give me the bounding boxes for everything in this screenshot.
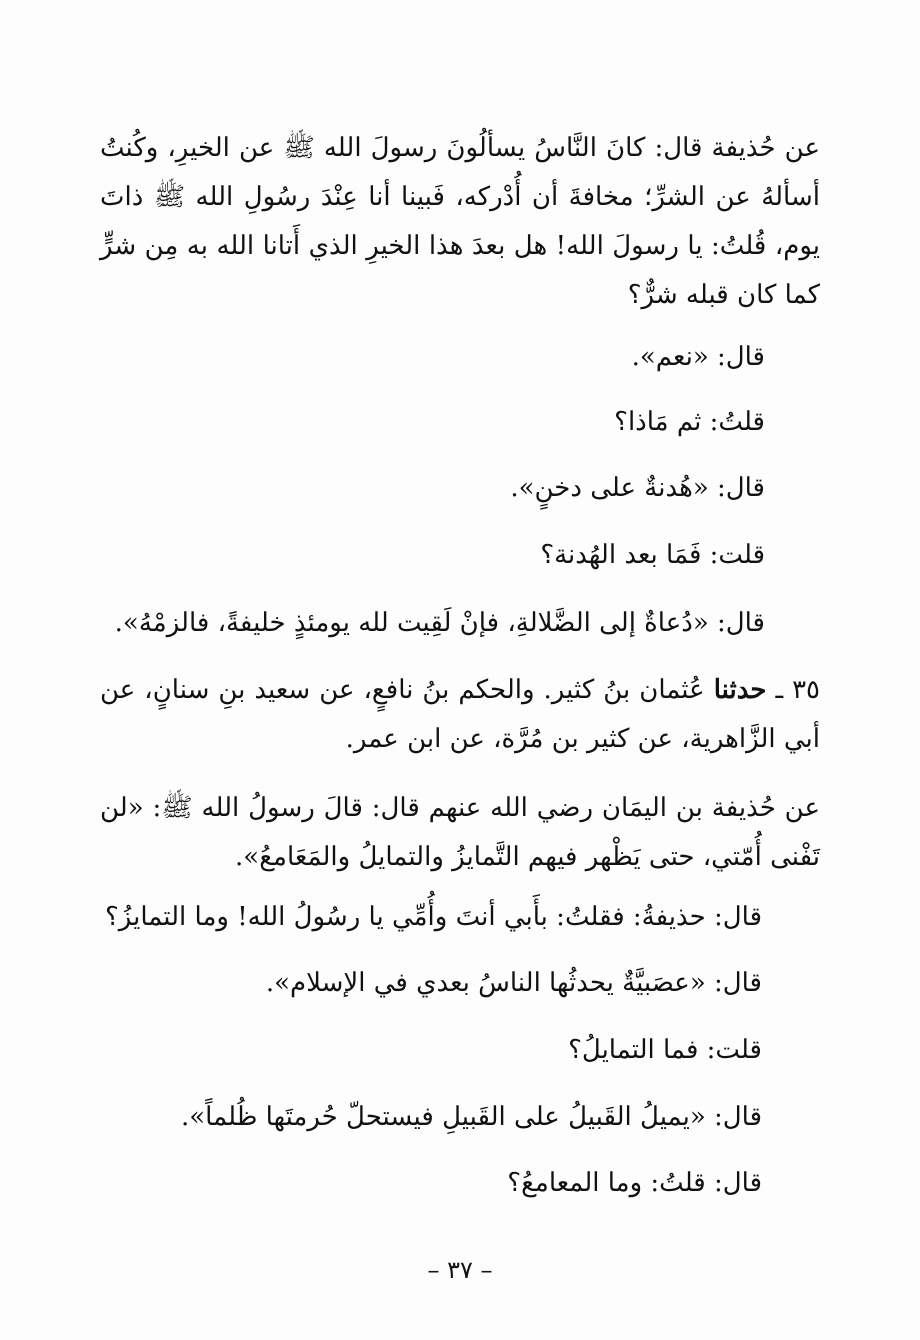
dialog-line: قال: «دُعاةٌ إلى الضَّلالةِ، فإنْ لَقِيت لله يومئذٍ خليفةً، فالزمْهُ». xyxy=(114,608,765,638)
dialog-line: قال: «نعم». xyxy=(631,342,765,372)
hadith-keyword: حدثنا xyxy=(713,675,767,705)
paragraph-1: عن حُذيفة قال: كانَ النَّاسُ يسألُونَ رسولَ الله ﷺ عن الخيرِ، وكُنتُ أسألهُ عن الشرِّ؛ مخافةَ أن أُدْركه، فَبينا أنا عِنْدَ رسُولِ الله ﷺ ذاتَ يوم، قُلتُ: يا رسولَ الله! هل بعدَ هذا الخيرِ الذي أَتانا الله به مِن شرٍّ كما كان قبله شرٌّ؟ xyxy=(100,133,820,310)
dialog-line: قلت: فَمَا بعد الهُدنة؟ xyxy=(540,540,765,570)
dialog-line: قال: قلتُ: وما المعامعُ؟ xyxy=(507,1168,762,1198)
page-number: – ٣٧ – xyxy=(427,1256,493,1284)
dialog-line: قال: حذيفةُ: فقلتُ: بأَبي أنتَ وأُمِّي يا رسُولُ الله! وما التمايزُ؟ xyxy=(104,902,762,932)
dialog-line: قال: «يميلُ القَبيلُ على القَبيلِ فيستحلّ حُرمتَها ظُلماً». xyxy=(180,1102,762,1132)
dialog-line: قلتُ: ثم مَاذا؟ xyxy=(614,407,765,437)
hadith-number: ٣٥ ـ xyxy=(775,675,820,705)
hadith-chain: عُثمان بنُ كثير. والحكم بنُ نافعٍ، عن سعيد بنِ سنانٍ، عن أبي الزَّاهرية، عن كثير بن مُرَّة، عن ابن عمر. xyxy=(100,675,820,754)
paragraph-2: عن حُذيفة بن اليمَان رضي الله عنهم قال: قالَ رسولُ الله ﷺ: «لن تَفْنى أُمّتي، حتى يَظْهر فيهم التَّمايزُ والتمايلُ والمَعَامعُ». xyxy=(100,793,820,872)
hadith-35 xyxy=(100,666,820,764)
dialog-line: قال: «عصَبيَّةٌ يحدثُها الناسُ بعدي في الإسلام». xyxy=(265,968,762,998)
dialog-line: قال: «هُدنةٌ على دخنٍ». xyxy=(510,473,765,503)
dialog-line: قلت: فما التمايلُ؟ xyxy=(568,1035,762,1065)
